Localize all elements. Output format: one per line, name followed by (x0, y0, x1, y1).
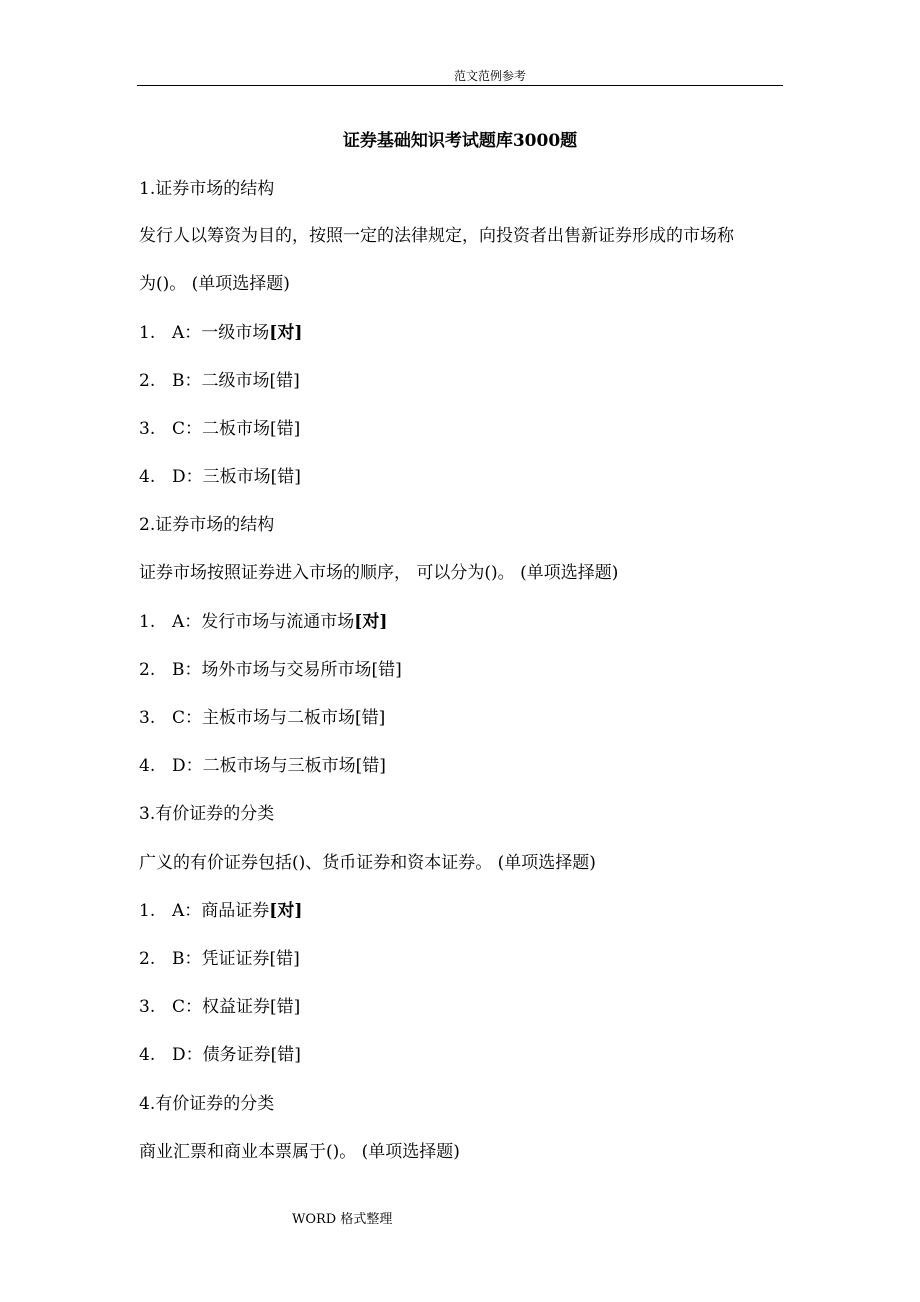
option-number: 4. (139, 1045, 156, 1065)
option-item (139, 414, 300, 439)
page-header: 范文范例参考 (453, 69, 526, 83)
option-item (139, 655, 402, 680)
option-item (139, 462, 301, 487)
answer-mark-wrong: [错] (371, 660, 402, 680)
option-text: D：二板市场与三板市场 (172, 756, 356, 776)
answer-mark-wrong: [错] (270, 997, 301, 1017)
option-item (139, 318, 302, 343)
question-stem: 为()。 (单项选择题) (139, 274, 290, 294)
option-item (139, 703, 385, 728)
option-number: 4. (139, 467, 156, 487)
option-item (139, 944, 300, 969)
answer-mark-wrong: [错] (269, 371, 300, 391)
question-stem: 商业汇票和商业本票属于()。 (单项选择题) (139, 1142, 460, 1162)
answer-mark-wrong: [错] (270, 419, 301, 439)
answer-mark-correct: [对] (269, 901, 303, 921)
question-heading: 1.证券市场的结构 (139, 179, 275, 199)
option-number: 2. (139, 949, 156, 969)
option-number: 3. (139, 708, 156, 728)
option-text: D：债务证券 (172, 1045, 271, 1065)
document-title: 证券基础知识考试题库3000题 (342, 131, 578, 151)
option-text: D：三板市场 (172, 467, 271, 487)
answer-mark-wrong: [错] (270, 467, 301, 487)
option-number: 3. (139, 419, 156, 439)
option-number: 1. (139, 901, 156, 921)
option-number: 1. (139, 323, 156, 343)
option-number: 3. (139, 997, 156, 1017)
option-text: B：场外市场与交易所市场 (172, 660, 372, 680)
answer-mark-correct: [对] (354, 612, 388, 632)
option-text: A：商品证券 (172, 901, 270, 921)
option-item (139, 607, 387, 632)
option-item (139, 896, 302, 921)
option-text: B：凭证证券 (172, 949, 270, 969)
option-number: 2. (139, 660, 156, 680)
question-heading: 2.证券市场的结构 (139, 515, 275, 535)
question-stem: 证券市场按照证券进入市场的顺序， 可以分为()。 (单项选择题) (139, 563, 619, 583)
option-text: C：权益证券 (172, 997, 271, 1017)
option-text: C：主板市场与二板市场 (172, 708, 356, 728)
option-item (139, 751, 386, 776)
option-item (139, 366, 300, 391)
answer-mark-wrong: [错] (355, 756, 386, 776)
question-heading: 4.有价证券的分类 (139, 1094, 275, 1114)
question-heading: 3.有价证券的分类 (139, 804, 275, 824)
answer-mark-wrong: [错] (270, 1045, 301, 1065)
question-stem: 广义的有价证券包括()、货币证券和资本证券。 (单项选择题) (139, 853, 596, 873)
option-text: C：二板市场 (172, 419, 271, 439)
page-footer: WORD 格式整理 (292, 1212, 393, 1227)
option-number: 2. (139, 371, 156, 391)
question-stem: 发行人以筹资为目的，按照一定的法律规定，向投资者出售新证券形成的市场称 (139, 226, 734, 246)
option-number: 1. (139, 612, 156, 632)
option-item (139, 1040, 301, 1065)
answer-mark-wrong: [错] (355, 708, 386, 728)
option-number: 4. (139, 756, 156, 776)
answer-mark-wrong: [错] (269, 949, 300, 969)
option-text: B：二级市场 (172, 371, 270, 391)
answer-mark-correct: [对] (269, 323, 303, 343)
option-text: A：发行市场与流通市场 (172, 612, 355, 632)
option-item (139, 992, 300, 1017)
header-rule (137, 85, 783, 86)
option-text: A：一级市场 (172, 323, 270, 343)
